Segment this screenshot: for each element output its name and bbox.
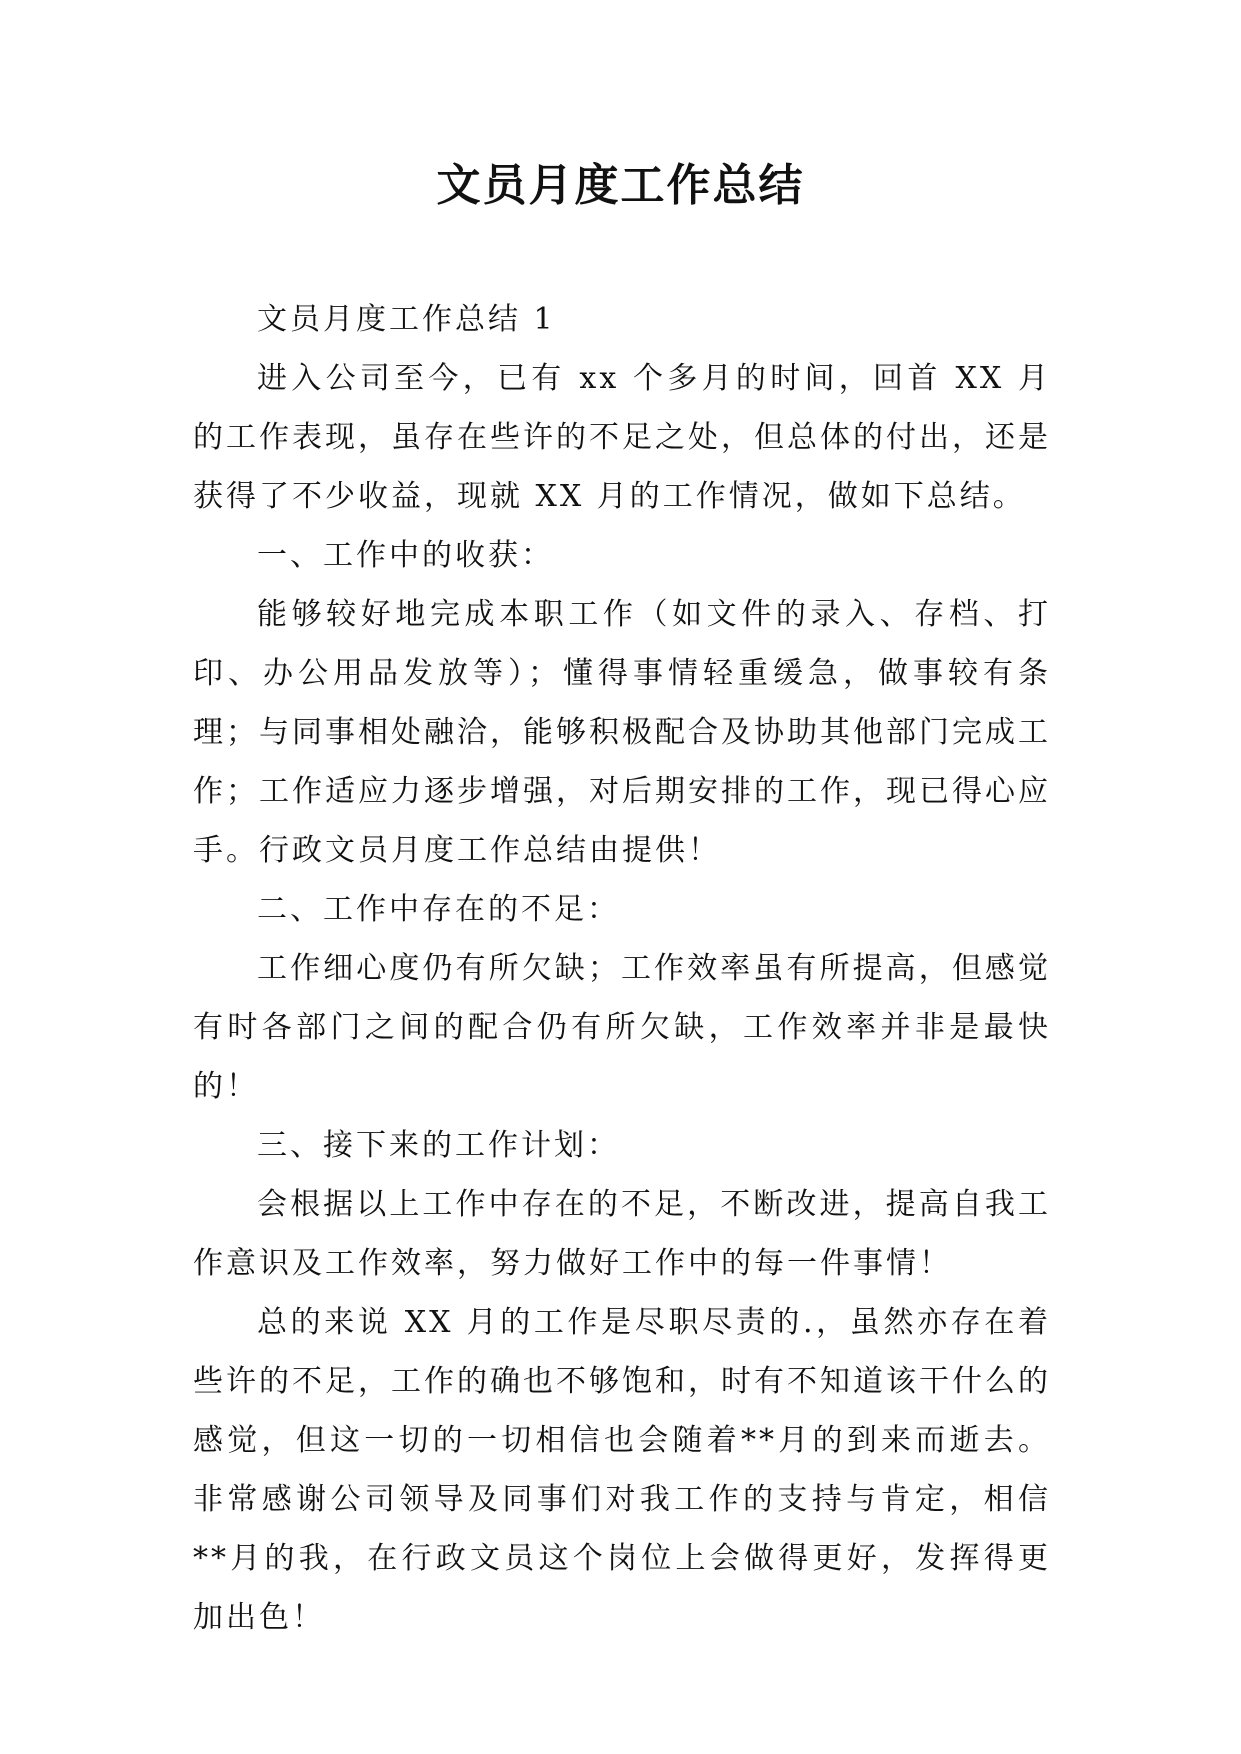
document-body [193, 290, 1051, 1647]
section-heading-1: 文员月度工作总结 1 [257, 302, 556, 337]
document-title: 文员月度工作总结 [436, 160, 805, 211]
gains-paragraph: 能够较好地完成本职工作（如文件的录入、存档、打印、办公用品发放等）；懂得事情轻重缓急，做事较有条理；与同事相处融洽，能够积极配合及协助其他部门完成工作；工作适应力逐步增强，对后期安排的工作，现已得心应手。行政文员月度工作总结由提供！ [193, 597, 1051, 868]
heading-shortcomings: 二、工作中存在的不足： [257, 892, 620, 927]
next-plan-paragraph: 会根据以上工作中存在的不足，不断改进，提高自我工作意识及工作效率，努力做好工作中的每一件事情！ [193, 1187, 1051, 1281]
conclusion-paragraph: 总的来说 XX 月的工作是尽职尽责的.，虽然亦存在着些许的不足，工作的确也不够饱和，时有不知道该干什么的感觉，但这一切的一切相信也会随着**月的到来而逝去。非常感谢公司领导及同事们对我工作的支持与肯定，相信**月的我，在行政文员这个岗位上会做得更好，发挥得更加出色！ [193, 1305, 1051, 1635]
heading-gains: 一、工作中的收获： [257, 538, 554, 573]
heading-next-plan: 三、接下来的工作计划： [257, 1128, 620, 1163]
intro-paragraph: 进入公司至今，已有 xx 个多月的时间，回首 XX 月的工作表现，虽存在些许的不足之处，但总体的付出，还是获得了不少收益，现就 XX 月的工作情况，做如下总结。 [193, 361, 1051, 514]
shortcomings-paragraph: 工作细心度仍有所欠缺；工作效率虽有所提高，但感觉有时各部门之间的配合仍有所欠缺，工作效率并非是最快的！ [193, 951, 1051, 1104]
